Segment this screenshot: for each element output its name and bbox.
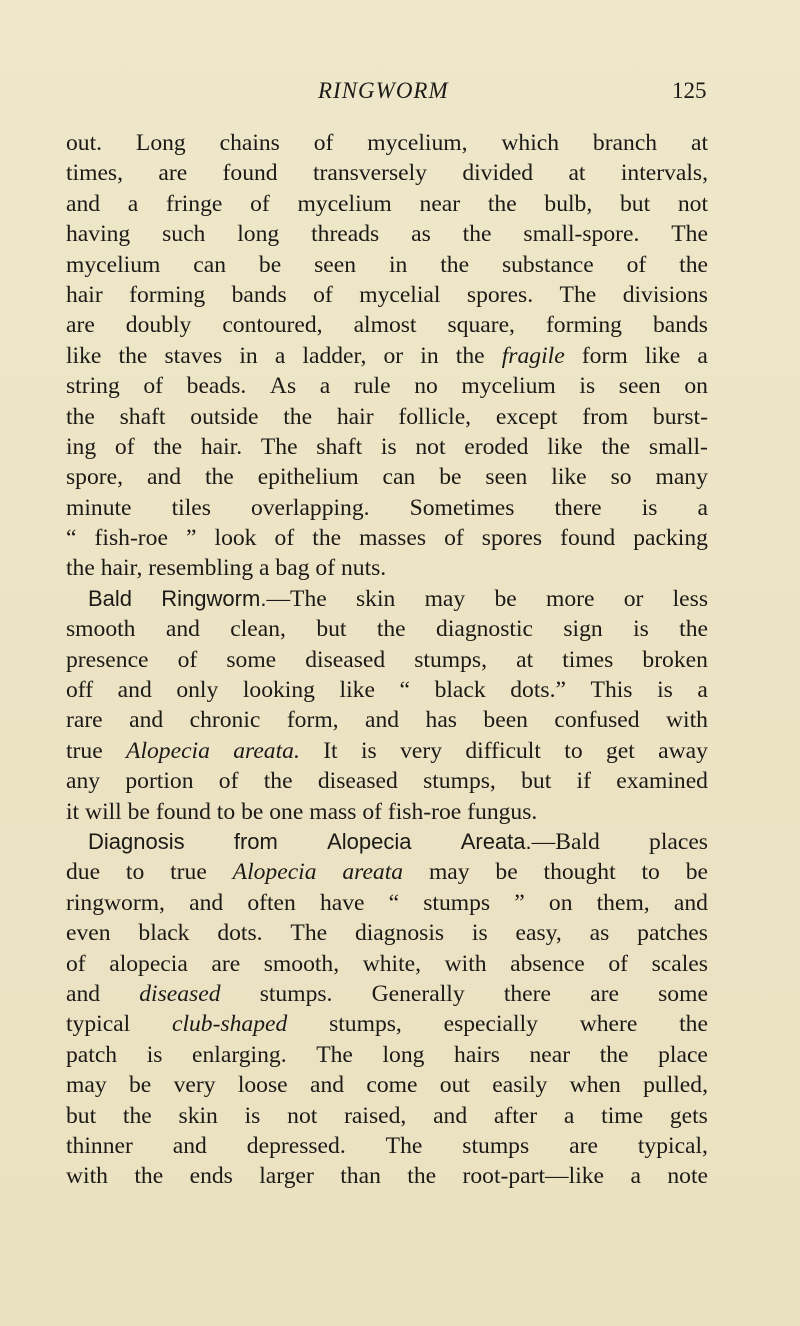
text-line: and diseased stumps. Generally there are some — [66, 980, 708, 1007]
text-line: minute tiles overlapping. Sometimes there is a — [66, 494, 708, 521]
text-line: but the skin is not raised, and after a time gets — [66, 1102, 708, 1129]
text-line: “ fish-roe ” look of the masses of spores found packing — [66, 525, 708, 552]
text-line: hair forming bands of mycelial spores. The divisions — [66, 281, 708, 308]
running-head — [0, 78, 800, 108]
text-line: true Alopecia areata. It is very difficult to get away — [66, 737, 708, 764]
text-line: Diagnosis from Alopecia Areata.—Bald places — [88, 828, 708, 855]
text-line: Bald Ringworm.—The skin may be more or less — [88, 585, 708, 612]
text-line: having such long threads as the small-spore. The — [66, 221, 708, 248]
text-line: it will be found to be one mass of fish-roe fungus. — [66, 798, 538, 825]
text-line: are doubly contoured, almost square, forming bands — [66, 312, 708, 339]
text-line: with the ends larger than the root-part—like a note — [66, 1163, 708, 1190]
page-number: 125 — [672, 78, 707, 103]
text-line: thinner and depressed. The stumps are typical, — [66, 1132, 708, 1159]
text-line: ing of the hair. The shaft is not eroded like the small- — [66, 433, 708, 460]
text-line: and a fringe of mycelium near the bulb, but not — [66, 190, 708, 217]
text-line: may be very loose and come out easily when pulled, — [66, 1072, 708, 1099]
text-line: string of beads. As a rule no mycelium is seen on — [66, 373, 708, 400]
text-line: any portion of the diseased stumps, but if examined — [66, 768, 708, 795]
text-line: ringworm, and often have “ stumps ” on them, and — [66, 889, 708, 916]
text-line: like the staves in a ladder, or in the fragile form like a — [66, 342, 708, 369]
text-line: the shaft outside the hair follicle, except from burst- — [66, 403, 708, 430]
text-line: typical club-shaped stumps, especially where the — [66, 1011, 708, 1038]
text-line: due to true Alopecia areata may be thought to be — [66, 859, 708, 886]
text-line: rare and chronic form, and has been confused with — [66, 707, 708, 734]
text-line: spore, and the epithelium can be seen like so many — [66, 464, 708, 491]
text-line: off and only looking like “ black dots.” This is a — [66, 677, 708, 704]
text-line: even black dots. The diagnosis is easy, as patches — [66, 920, 708, 947]
text-line: smooth and clean, but the diagnostic sign is the — [66, 616, 708, 643]
text-line: mycelium can be seen in the substance of the — [66, 251, 708, 278]
text-line: times, are found transversely divided at intervals, — [66, 160, 708, 187]
text-line: the hair, resembling a bag of nuts. — [66, 555, 387, 582]
text-line: presence of some diseased stumps, at times broken — [66, 646, 708, 673]
text-line: patch is enlarging. The long hairs near the place — [66, 1041, 708, 1068]
text-line: of alopecia are smooth, white, with absence of scales — [66, 950, 708, 977]
body-text — [66, 128, 708, 1192]
running-title: RINGWORM — [318, 78, 449, 103]
text-line: out. Long chains of mycelium, which branch at — [66, 130, 708, 156]
